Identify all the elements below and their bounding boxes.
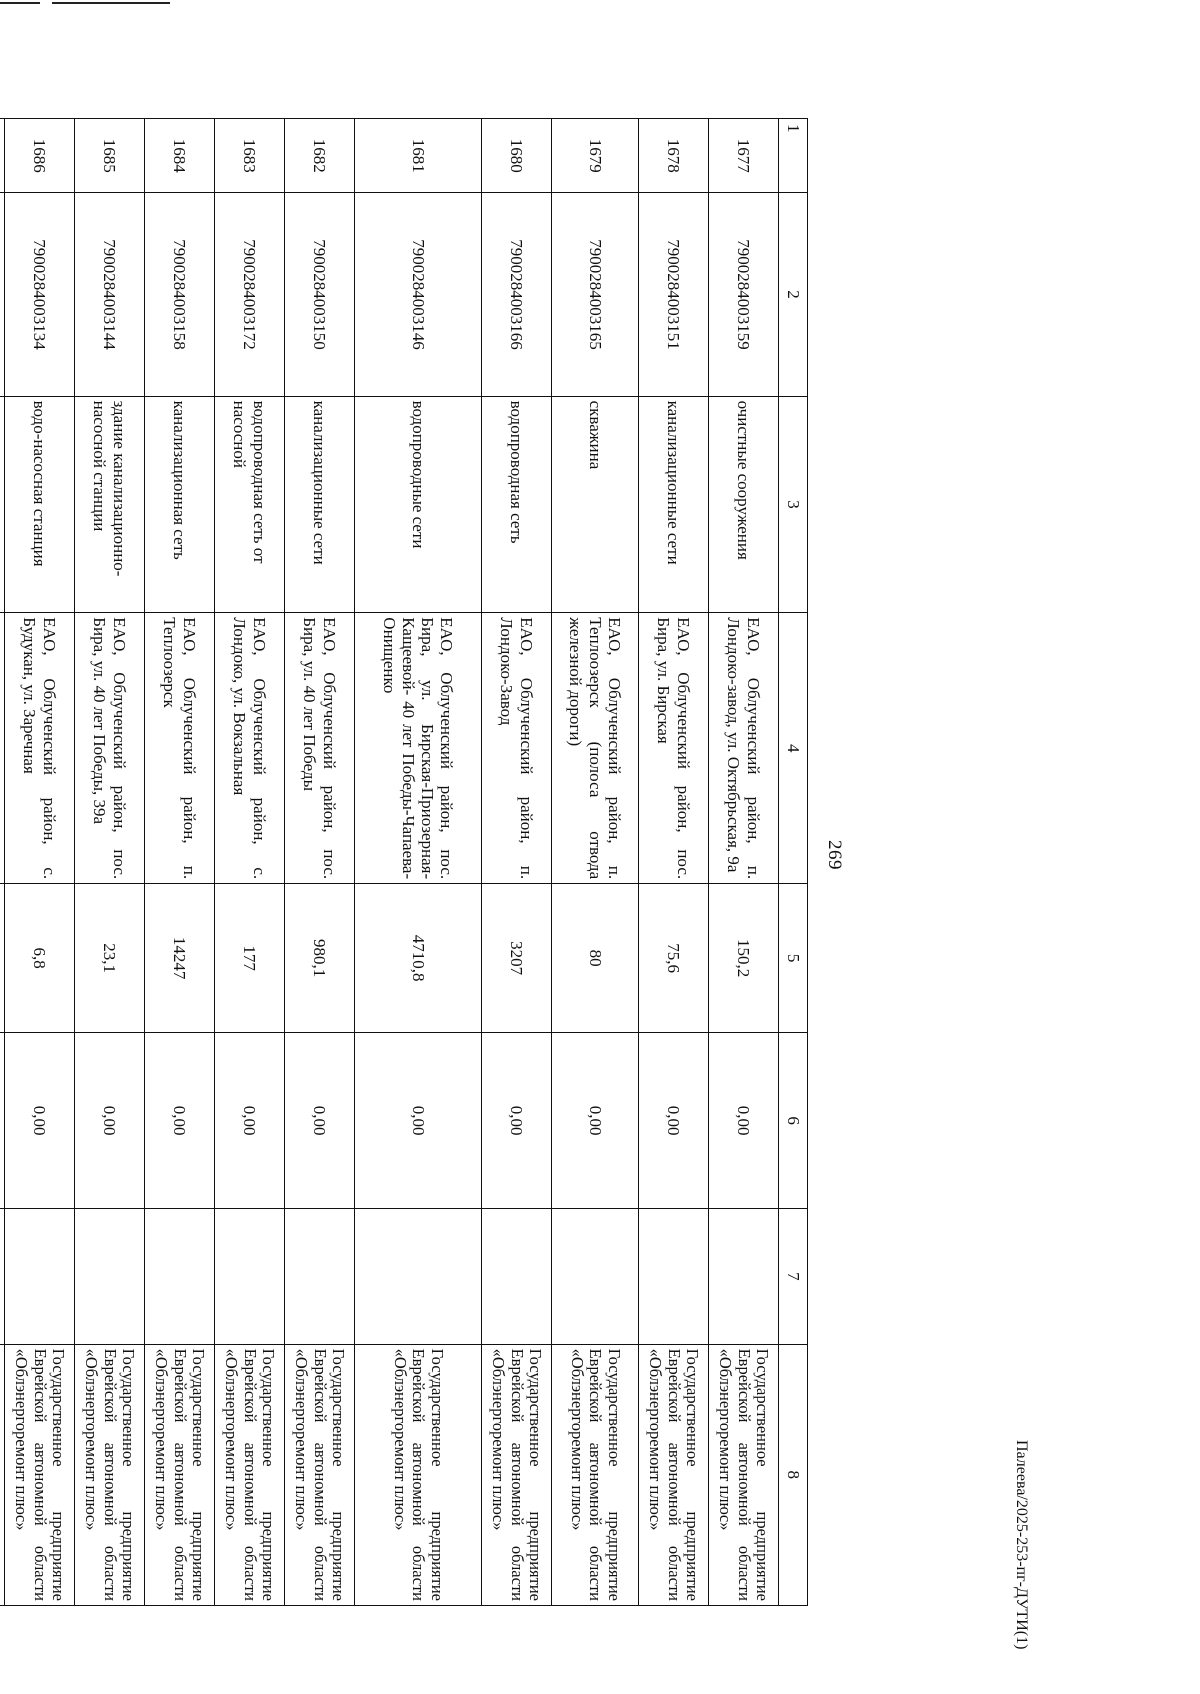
footer-code: Палеева/2025-253-пг-ДУТИ(1): [1013, 1440, 1030, 1650]
cadastral-code: 7900284003150: [285, 193, 355, 396]
object-value: 0,00: [145, 1033, 215, 1209]
object-area: 4710,8: [355, 884, 482, 1033]
cadastral-code: 7900284003159: [709, 193, 779, 396]
cadastral-code: 7900284003134: [5, 193, 75, 396]
object-address: ЕАО, Облученский район, п. Лондоко-завод, ул. Октябрьская, 9а: [709, 613, 779, 884]
holder-organization: Государственное предприятие Еврейской автономной области «Облэнергоремонт плюс»: [5, 1344, 75, 1605]
column-header-1: 1: [779, 119, 808, 193]
object-type: очистные сооружения: [709, 396, 779, 613]
column-7-cell: [355, 1209, 482, 1344]
row-number: 1682: [285, 119, 355, 193]
object-type: скважина: [552, 396, 639, 613]
column-header-4: 4: [779, 613, 808, 884]
object-area: 75,6: [639, 884, 709, 1033]
column-7-cell: [75, 1209, 145, 1344]
object-value: 0,00: [709, 1033, 779, 1209]
cadastral-code: 7900284003158: [145, 193, 215, 396]
column-header-2: 2: [779, 193, 808, 396]
object-address: ЕАО, Облученский район, пос. Бира, ул. 40 лет Победы: [285, 613, 355, 884]
column-7-cell: [639, 1209, 709, 1344]
object-area: 23,1: [75, 884, 145, 1033]
cadastral-code: 7900284003151: [639, 193, 709, 396]
row-number: 1683: [215, 119, 285, 193]
row-number: 1679: [552, 119, 639, 193]
table-row: [355, 119, 482, 1606]
cadastral-code: 7900284003144: [75, 193, 145, 396]
table-row: [639, 119, 709, 1606]
table-row: [215, 119, 285, 1606]
object-area: 6,8: [5, 884, 75, 1033]
page-number: 269: [824, 840, 845, 870]
holder-organization: Государственное предприятие Еврейской автономной области «Облэнергоремонт плюс»: [355, 1344, 482, 1605]
column-header-7: 7: [779, 1209, 808, 1344]
object-value: [0, 1033, 5, 1209]
cadastral-code: 7900284003166: [482, 193, 552, 396]
column-7-cell: [709, 1209, 779, 1344]
row-number: 1686: [5, 119, 75, 193]
object-value: 0,00: [5, 1033, 75, 1209]
cadastral-code: 7900284003172: [215, 193, 285, 396]
object-area: 177: [215, 884, 285, 1033]
column-7-cell: [0, 1209, 5, 1344]
row-number: 1684: [145, 119, 215, 193]
object-area: 80: [552, 884, 639, 1033]
object-type: водопроводные сети: [355, 396, 482, 613]
holder-organization: Государственное предприятие Еврейской автономной области «Облэнергоремонт плюс»: [145, 1344, 215, 1605]
column-7-cell: [285, 1209, 355, 1344]
object-area: 14247: [145, 884, 215, 1033]
table-row: [285, 119, 355, 1606]
cadastral-code: [0, 193, 5, 396]
table-row: [552, 119, 639, 1606]
column-7-cell: [145, 1209, 215, 1344]
object-type: канализационные сети: [285, 396, 355, 613]
object-type: канализационные сети: [639, 396, 709, 613]
object-area: [0, 884, 5, 1033]
column-7-cell: [5, 1209, 75, 1344]
table-row: [482, 119, 552, 1606]
object-value: 0,00: [639, 1033, 709, 1209]
row-number: [0, 119, 5, 193]
scan-artifact-line: [52, 2, 170, 4]
cadastral-code: 7900284003146: [355, 193, 482, 396]
column-header-5: 5: [779, 884, 808, 1033]
object-area: 150,2: [709, 884, 779, 1033]
table-body: [0, 119, 779, 1606]
holder-organization: Государственное предприятие Еврейской автономной области «Облэнергоремонт плюс»: [75, 1344, 145, 1605]
object-value: 0,00: [552, 1033, 639, 1209]
holder-organization: Государственное предприятие Еврейской автономной области «Облэнергоремонт плюс»: [639, 1344, 709, 1605]
object-type: водо-насосная станция: [5, 396, 75, 613]
table-row: [75, 119, 145, 1606]
object-type: [0, 396, 5, 613]
row-number: 1685: [75, 119, 145, 193]
column-7-cell: [215, 1209, 285, 1344]
row-number: 1680: [482, 119, 552, 193]
object-value: 0,00: [285, 1033, 355, 1209]
row-number: 1678: [639, 119, 709, 193]
object-address: ЕАО, Облученский район, п. Лондоко-Завод: [482, 613, 552, 884]
object-area: 980,1: [285, 884, 355, 1033]
object-address: ЕАО, Облученский район, с. Будукан, ул. Заречная: [5, 613, 75, 884]
object-area: 3207: [482, 884, 552, 1033]
object-address: ЕАО, Облученский район, п. Теплоозерск (полоса отвода железной дороги): [552, 613, 639, 884]
column-header-8: 8: [779, 1344, 808, 1605]
object-type: водопроводная сеть от насосной: [215, 396, 285, 613]
object-type: канализационная сеть: [145, 396, 215, 613]
object-type: водопроводная сеть: [482, 396, 552, 613]
column-header-3: 3: [779, 396, 808, 613]
object-address: ЕАО, Облученский район, с. Лондоко, ул. Вокзальная: [215, 613, 285, 884]
object-value: 0,00: [75, 1033, 145, 1209]
rotated-page: [0, 50, 1050, 1650]
scan-artifact-line: [0, 2, 40, 4]
object-value: 0,00: [482, 1033, 552, 1209]
header-row: [779, 119, 808, 1606]
holder-organization: [0, 1344, 5, 1605]
holder-organization: Государственное предприятие Еврейской автономной области «Облэнергоремонт плюс»: [215, 1344, 285, 1605]
table-row: [709, 119, 779, 1606]
cadastral-code: 7900284003165: [552, 193, 639, 396]
object-type: здание канализационно-насосной станции: [75, 396, 145, 613]
object-address: ЕАО, Облученский район, п. Теплоозерск: [145, 613, 215, 884]
table-row: [5, 119, 75, 1606]
object-address: ЕАО, Облученский район, пос. Бира, ул. 40 лет Победы, 39а: [75, 613, 145, 884]
holder-organization: Государственное предприятие Еврейской автономной области «Облэнергоремонт плюс»: [552, 1344, 639, 1605]
registry-table: [0, 118, 808, 1606]
object-address: ЕАО, Облученский район, пос. Бира, ул. Бирская: [639, 613, 709, 884]
holder-organization: Государственное предприятие Еврейской автономной области «Облэнергоремонт плюс»: [285, 1344, 355, 1605]
holder-organization: Государственное предприятие Еврейской автономной области «Облэнергоремонт плюс»: [482, 1344, 552, 1605]
table-row: [145, 119, 215, 1606]
column-7-cell: [482, 1209, 552, 1344]
object-address: [0, 613, 5, 884]
column-header-6: 6: [779, 1033, 808, 1209]
row-number: 1681: [355, 119, 482, 193]
object-address: ЕАО, Облученский район, пос. Бира, ул. Бирская-Приозерная-Кащеевой- 40 лет Победы-Чапаева-Онищенко: [355, 613, 482, 884]
row-number: 1677: [709, 119, 779, 193]
holder-organization: Государственное предприятие Еврейской автономной области «Облэнергоремонт плюс»: [709, 1344, 779, 1605]
table-row: [0, 119, 5, 1606]
object-value: 0,00: [215, 1033, 285, 1209]
column-7-cell: [552, 1209, 639, 1344]
object-value: 0,00: [355, 1033, 482, 1209]
